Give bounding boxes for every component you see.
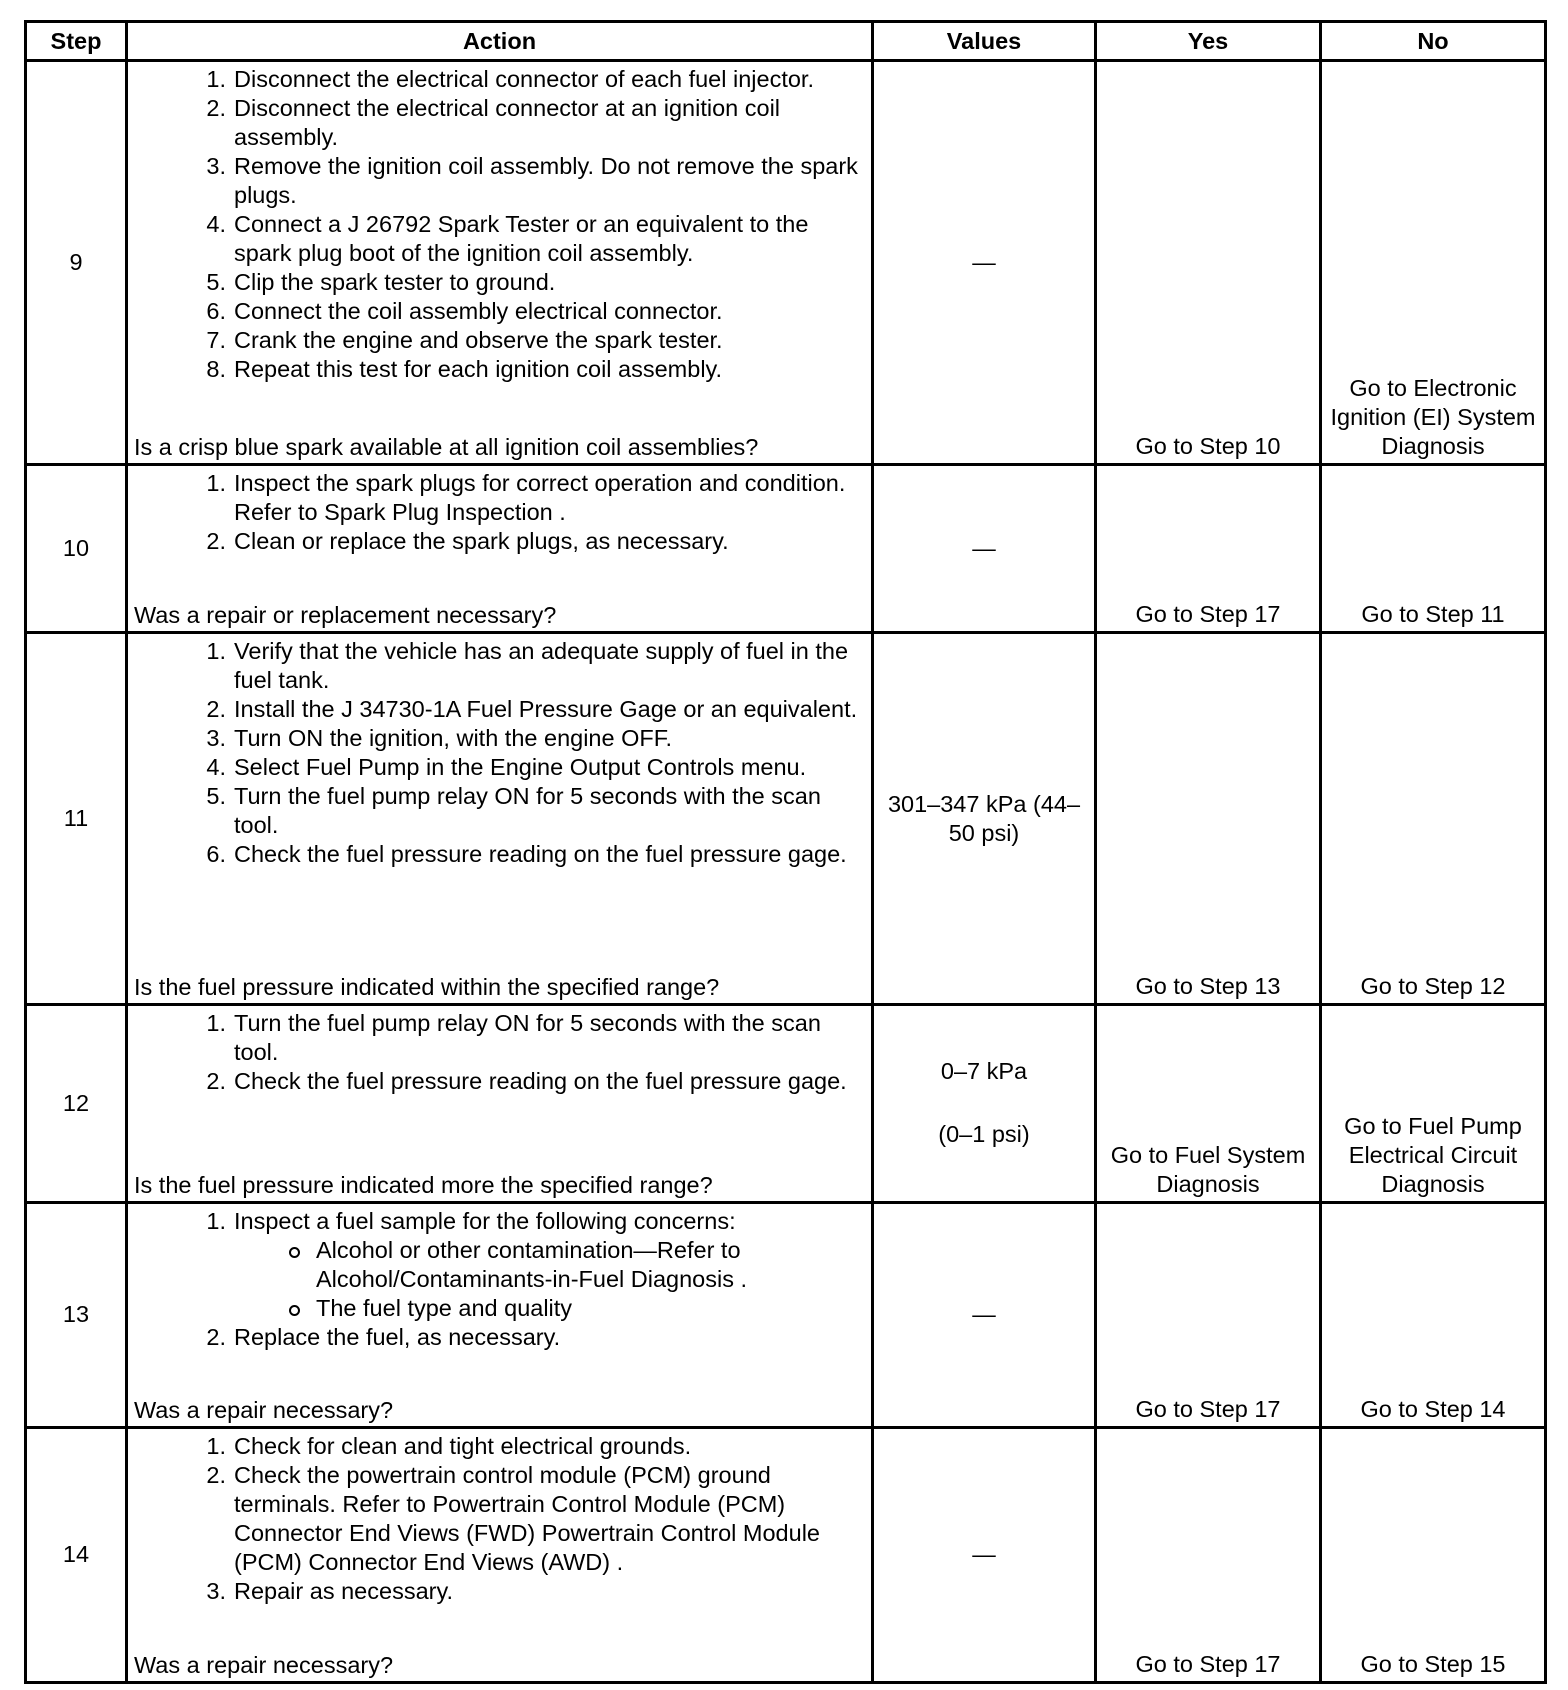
list-item: 4. Connect a J 26792 Spark Tester or an equivalent to the spark plug boot of the ignition coil assembly. xyxy=(206,211,809,266)
step-number: 9 xyxy=(26,61,127,465)
no-cell: Go to Fuel Pump Electrical Circuit Diagnosis xyxy=(1321,1005,1546,1203)
action-list xyxy=(134,637,865,869)
action-question: Was a repair necessary? xyxy=(134,1652,394,1678)
header-no: No xyxy=(1321,22,1546,61)
yes-cell: Go to Step 13 xyxy=(1096,633,1321,1005)
no-cell: Go to Step 11 xyxy=(1321,464,1546,633)
list-item: 1. Check for clean and tight electrical grounds. xyxy=(206,1432,692,1459)
list-item: 2. Check the fuel pressure reading on the fuel pressure gage. xyxy=(206,1068,847,1095)
table-row-step-10 xyxy=(26,464,1546,633)
table-row-step-12 xyxy=(26,1005,1546,1203)
header-row xyxy=(26,22,1546,61)
action-question: Was a repair or replacement necessary? xyxy=(134,602,557,629)
action-list xyxy=(134,1432,865,1606)
list-item: 8. Repeat this test for each ignition coil assembly. xyxy=(206,356,723,382)
yes-cell: Go to Fuel System Diagnosis xyxy=(1096,1005,1321,1203)
list-item: 5. Clip the spark tester to ground. xyxy=(206,269,556,295)
step-number: 13 xyxy=(26,1202,127,1427)
action-question: Was a repair necessary? xyxy=(134,1396,394,1423)
list-item: 1. Inspect a fuel sample for the following concerns: xyxy=(206,1207,736,1234)
sub-list-item: The fuel type and quality xyxy=(134,1294,865,1323)
sub-list-item: Alcohol or other contamination—Refer to Alcohol/Contaminants-in-Fuel Diagnosis . xyxy=(134,1236,865,1294)
step-number: 10 xyxy=(26,464,127,633)
list-item: 1. Turn the fuel pump relay ON for 5 seconds with the scan tool. xyxy=(206,1010,821,1066)
action-cell xyxy=(127,61,873,465)
action-list xyxy=(134,1009,865,1096)
list-item: 3. Repair as necessary. xyxy=(206,1577,453,1604)
values-cell: — xyxy=(873,1427,1096,1682)
no-cell: Go to Step 12 xyxy=(1321,633,1546,1005)
header-action: Action xyxy=(127,22,873,61)
values-cell: — xyxy=(873,61,1096,465)
table-row-step-14 xyxy=(26,1427,1546,1682)
action-cell xyxy=(127,1202,873,1427)
value-line-psi: (0–1 psi) xyxy=(938,1121,1030,1148)
values-cell xyxy=(873,1005,1096,1203)
list-item: 3. Remove the ignition coil assembly. Do not remove the spark plugs. xyxy=(206,153,858,208)
list-item: 1. Verify that the vehicle has an adequate supply of fuel in the fuel tank. xyxy=(206,638,849,694)
step-number: 12 xyxy=(26,1005,127,1203)
table-row-step-11 xyxy=(26,633,1546,1005)
header-step: Step xyxy=(26,22,127,61)
action-question: Is a crisp blue spark available at all ignition coil assemblies? xyxy=(134,433,759,460)
yes-cell: Go to Step 17 xyxy=(1096,1427,1321,1682)
list-item: 5. Turn the fuel pump relay ON for 5 seconds with the scan tool. xyxy=(206,783,821,839)
table-row-step-9 xyxy=(26,61,1546,465)
values-cell: — xyxy=(873,464,1096,633)
value-line-kpa: 0–7 kPa xyxy=(940,1058,1028,1085)
yes-cell: Go to Step 10 xyxy=(1096,61,1321,465)
action-list xyxy=(134,65,865,384)
list-item: 6. Connect the coil assembly electrical connector. xyxy=(206,298,723,324)
list-item: 3. Turn ON the ignition, with the engine OFF. xyxy=(206,725,673,752)
list-item: 2. Install the J 34730-1A Fuel Pressure Gage or an equivalent. xyxy=(206,696,858,723)
action-cell xyxy=(127,633,873,1005)
bullet-icon xyxy=(289,1247,300,1258)
header-yes: Yes xyxy=(1096,22,1321,61)
list-item: 2. Replace the fuel, as necessary. xyxy=(206,1323,561,1350)
list-item: 1. Inspect the spark plugs for correct operation and condition. Refer to Spark Plug Inspection . xyxy=(206,469,846,525)
list-item: 7. Crank the engine and observe the spark tester. xyxy=(206,327,723,353)
list-item: 4. Select Fuel Pump in the Engine Output Controls menu. xyxy=(206,754,807,781)
list-item: 2. Check the powertrain control module (PCM) ground terminals. Refer to Powertrain Control Module (PCM) Connector End Views (FWD) Powertrain Control Module (PCM) Connector End Views (AWD) . xyxy=(206,1461,820,1575)
action-question: Is the fuel pressure indicated more the specified range? xyxy=(134,1171,713,1198)
diagnostic-table xyxy=(24,20,1547,1684)
list-item: 6. Check the fuel pressure reading on the fuel pressure gage. xyxy=(206,841,847,868)
values-cell: 301–347 kPa (44–50 psi) xyxy=(873,633,1096,1005)
action-cell xyxy=(127,1005,873,1203)
no-cell: Go to Electronic Ignition (EI) System Diagnosis xyxy=(1321,61,1546,465)
yes-cell: Go to Step 17 xyxy=(1096,1202,1321,1427)
table-row-step-13 xyxy=(26,1202,1546,1427)
action-cell xyxy=(127,1427,873,1682)
yes-cell: Go to Step 17 xyxy=(1096,464,1321,633)
list-item: 2. Clean or replace the spark plugs, as necessary. xyxy=(206,527,729,554)
header-values: Values xyxy=(873,22,1096,61)
action-list xyxy=(134,469,865,556)
action-cell xyxy=(127,464,873,633)
bullet-icon xyxy=(289,1305,300,1316)
step-number: 14 xyxy=(26,1427,127,1682)
values-cell: — xyxy=(873,1202,1096,1427)
action-list xyxy=(134,1207,865,1352)
no-cell: Go to Step 14 xyxy=(1321,1202,1546,1427)
list-item: 1. Disconnect the electrical connector of each fuel injector. xyxy=(206,66,814,92)
action-question: Is the fuel pressure indicated within the specified range? xyxy=(134,974,720,1001)
step-number: 11 xyxy=(26,633,127,1005)
list-item: 2. Disconnect the electrical connector at an ignition coil assembly. xyxy=(206,95,781,150)
no-cell: Go to Step 15 xyxy=(1321,1427,1546,1682)
